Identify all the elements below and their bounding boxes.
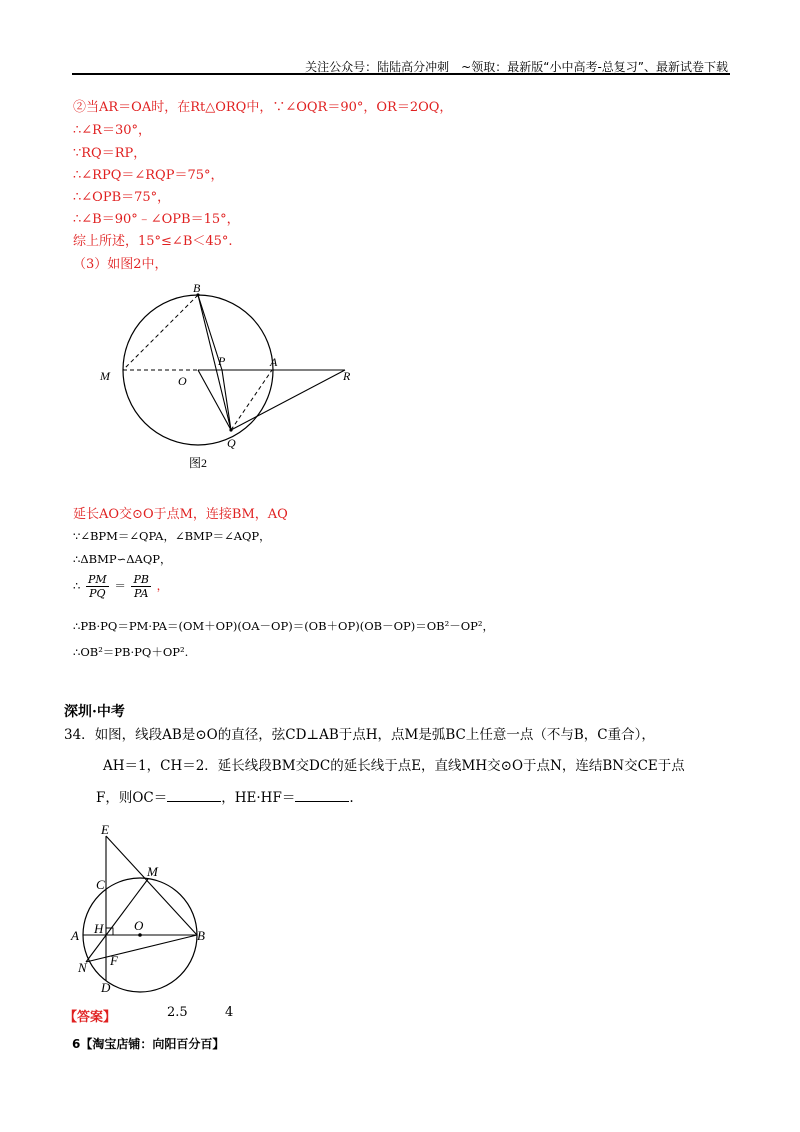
label-q: Q — [227, 436, 236, 450]
answer-tag: 【答案】 — [64, 1010, 117, 1025]
page-number: 6 — [72, 1037, 81, 1051]
question-line-2: AH＝1，CH＝2．延长线段BM交DC的延长线于点E，直线MH交⊙O于点N，连结BN交CE于点 — [103, 758, 685, 774]
label-m: M — [100, 369, 110, 383]
question-line-1: 34．如图，线段AB是⊙O的直径，弦CD⊥AB于点H，点M是弧BC上任意一点（不与B，C重合）， — [64, 727, 655, 743]
answer-value-1: 2.5 — [167, 1005, 188, 1020]
solution-line-3: ∵RQ＝RP， — [73, 146, 147, 161]
fraction-pb-pa: $\frac{PB}{PA}$ — [133, 573, 149, 600]
part3-line-6: ∴OB²＝PB·PQ＋OP². — [73, 645, 189, 659]
label-n: N — [78, 960, 87, 975]
figure-2-caption: 图2 — [189, 456, 208, 470]
solution-line-1: ②当AR＝OA时，在Rt△ORQ中，∵∠OQR＝90°，OR＝2OQ， — [73, 100, 453, 115]
part3-line-5: ∴PB·PQ＝PM·PA＝(OM＋OP)(OA－OP)＝(OB＋OP)(OB－OP)＝OB²－OP²， — [73, 619, 494, 633]
label-e: E — [101, 822, 109, 837]
solution-line-7: 综上所述，15°≤∠B＜45°. — [73, 234, 233, 249]
label-c: C — [96, 877, 105, 892]
segment-qr — [231, 370, 345, 430]
solution-line-6: ∴∠B＝90°﹣∠OPB＝15°， — [73, 212, 240, 227]
part3-line-1: 延长AO交⊙O于点M，连接BM，AQ — [73, 507, 288, 522]
solution-line-2: ∴∠R＝30°， — [73, 123, 151, 138]
label-b: B — [193, 281, 201, 295]
label-a: A — [270, 355, 278, 369]
question-figure — [68, 822, 218, 994]
section-title: 深圳·中考 — [64, 704, 125, 720]
figure-2 — [90, 272, 370, 477]
label-h: H — [94, 921, 104, 936]
label-o: O — [134, 918, 144, 933]
solution-line-5: ∴∠OPB＝75°， — [73, 190, 171, 205]
answer-value-2: 4 — [225, 1005, 234, 1020]
segment-bq — [198, 295, 231, 430]
page-header: 关注公众号：陆陆高分冲刺 ~领取：最新版“小中高考-总复习”、最新试卷下载 — [305, 60, 728, 74]
part3-line-2: ∵∠BPM＝∠QPA，∠BMP＝∠AQP， — [73, 529, 271, 543]
answer-blank-oc[interactable] — [167, 789, 221, 802]
point-o — [138, 933, 142, 937]
answer-blank-he-hf[interactable] — [295, 789, 349, 802]
point-q — [229, 428, 232, 431]
label-r: R — [343, 369, 351, 383]
fraction-pm-pq: $\frac{PM}{PQ}$ — [87, 573, 107, 600]
label-a: A — [71, 928, 79, 943]
solution-line-8: （3）如图2中， — [73, 257, 168, 272]
label-m: M — [147, 864, 158, 879]
question-number: 34． — [64, 727, 95, 743]
segment-bm — [123, 295, 198, 370]
label-f: F — [110, 953, 118, 968]
header-rule — [72, 73, 730, 75]
label-d: D — [101, 980, 111, 994]
page-footer — [72, 1035, 224, 1052]
label-o: O — [178, 374, 187, 388]
label-b: B — [197, 928, 205, 943]
part3-line-3: ∴ΔBMP∽ΔAQP， — [73, 552, 172, 566]
line-eb — [106, 836, 197, 935]
shop-text: 【淘宝店铺：向阳百分百】 — [80, 1037, 225, 1051]
segment-qa — [231, 370, 272, 430]
question-line-3: F，则OC＝ ，HE·HF＝ . — [96, 790, 354, 806]
solution-line-4: ∴∠RPQ＝∠RQP＝75°， — [73, 168, 224, 183]
part3-line-4: ∴ $\frac{PM}{PQ}$ ＝ $\frac{PB}{PA}$ ， — [73, 573, 169, 600]
label-p: P — [218, 354, 226, 368]
